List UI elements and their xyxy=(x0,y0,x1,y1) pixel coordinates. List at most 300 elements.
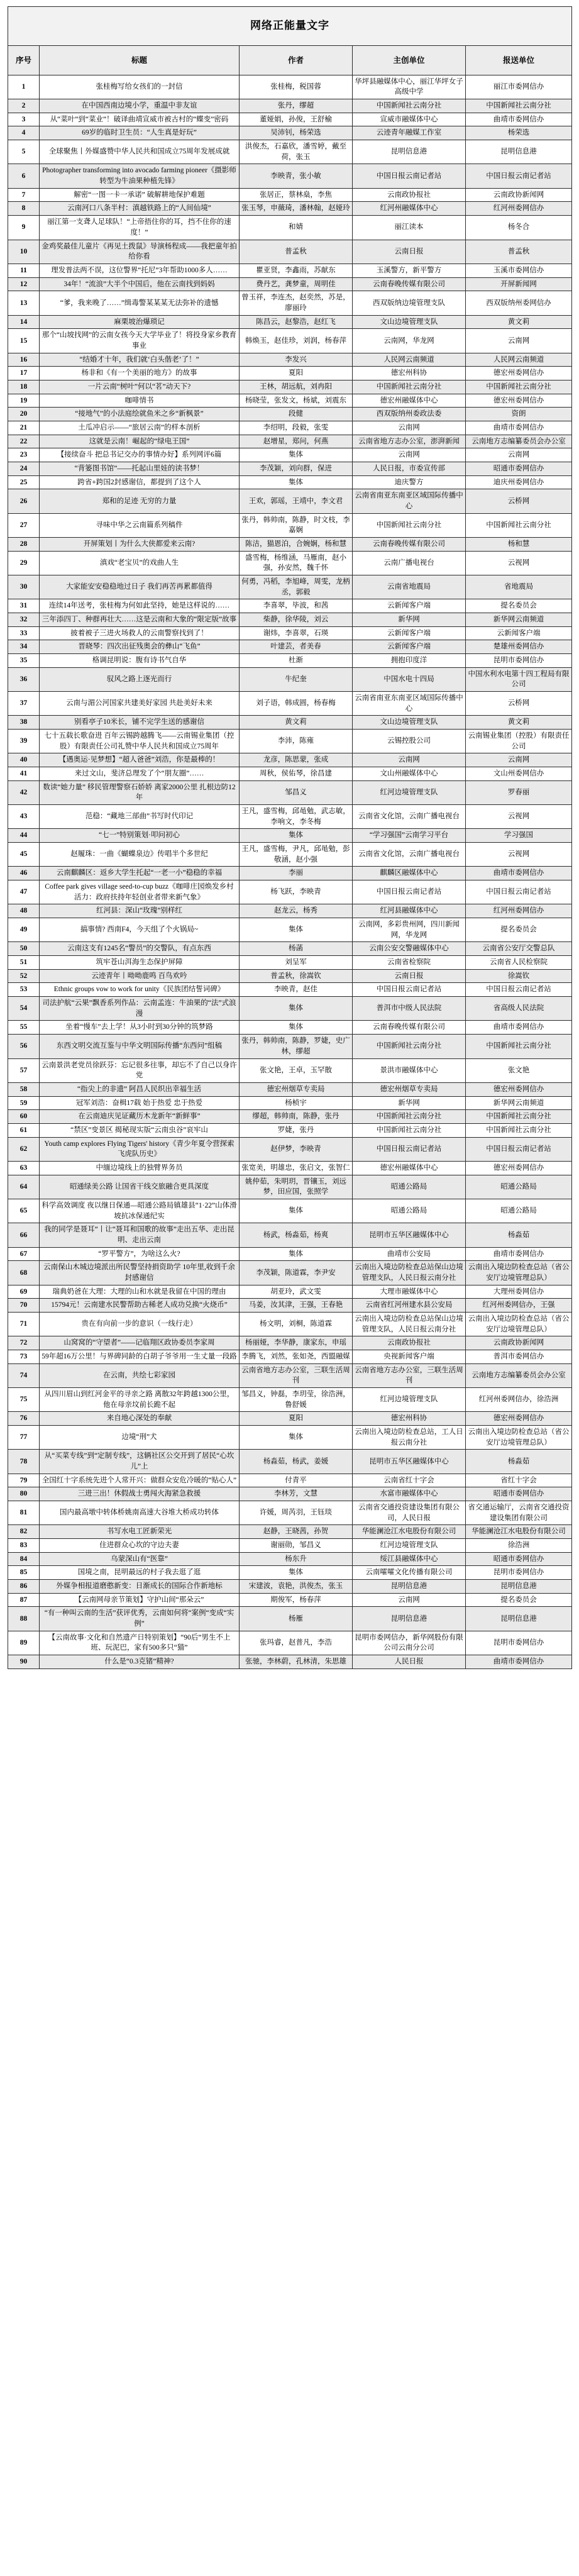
cell-org: 云南网，华龙网 xyxy=(353,329,466,353)
cell-author: 许媛，周芮羽，王钰琰 xyxy=(240,1501,353,1525)
cell-title: 边境“刑”犬 xyxy=(40,1425,240,1449)
cell-org: 德宏州科协 xyxy=(353,367,466,380)
table-row xyxy=(8,113,572,126)
cell-index: 30 xyxy=(8,575,40,599)
cell-author: 李腾飞，刘然，张如尧，西盟融媒 xyxy=(240,1350,353,1363)
table-row xyxy=(8,1175,572,1199)
cell-org: 普洱市中级人民法院 xyxy=(353,997,466,1021)
cell-author: 德宏州烟草专卖局 xyxy=(240,1082,353,1096)
cell-submitter: 杨淼茹 xyxy=(466,1450,572,1474)
cell-title: 云南麒麟区：返乡大学生托起“一老一小”稳稳的幸福 xyxy=(40,867,240,880)
cell-org: 昭通公路局 xyxy=(353,1175,466,1199)
table-row xyxy=(8,513,572,537)
cell-index: 64 xyxy=(8,1175,40,1199)
cell-index: 32 xyxy=(8,613,40,626)
table-row xyxy=(8,1363,572,1387)
cell-index: 65 xyxy=(8,1199,40,1223)
cell-submitter: 中国日报云南记者站 xyxy=(466,1137,572,1161)
table-row xyxy=(8,692,572,716)
cell-title: 69岁的临时卫生员：“人生真是好玩” xyxy=(40,126,240,140)
cell-index: 58 xyxy=(8,1082,40,1096)
cell-index: 49 xyxy=(8,918,40,942)
cell-index: 56 xyxy=(8,1035,40,1058)
cell-org: “学习强国”云南学习平台 xyxy=(353,829,466,843)
cell-org: 人民日报，市委宣传部 xyxy=(353,462,466,475)
cell-index: 78 xyxy=(8,1450,40,1474)
cell-title: 云南这支有1245名“警员”的交警队，有点东西 xyxy=(40,942,240,956)
cell-org: 中国日报云南记者站 xyxy=(353,983,466,997)
cell-org: 云南网，多彩贵州网，四川新闻网，华龙网 xyxy=(353,918,466,942)
cell-index: 42 xyxy=(8,780,40,804)
cell-title: 寻味中华之云南篇系列稿件 xyxy=(40,513,240,537)
cell-org: 宣威市融媒体中心 xyxy=(353,113,466,126)
table-row xyxy=(8,1285,572,1299)
table-title-row xyxy=(8,7,572,46)
cell-title: “接地气”的小法庭绘就鱼米之乡“新枫景” xyxy=(40,408,240,421)
cell-author: 张丹，韩帅南，陈静，罗婕，史广林，缪超 xyxy=(240,1035,353,1058)
cell-title: 数读“她力量” 移民管理警察石娇娇 离家2000公里 扎根边防12年 xyxy=(40,780,240,804)
cell-title: 冠军刘浩：奋楫17载 始于热爱 忠于热爱 xyxy=(40,1096,240,1110)
cell-index: 1 xyxy=(8,75,40,99)
cell-author: 付青平 xyxy=(240,1474,353,1487)
table-row xyxy=(8,1450,572,1474)
col-header-index: 序号 xyxy=(8,45,40,75)
table-body xyxy=(8,75,572,1668)
table-row xyxy=(8,1593,572,1607)
cell-index: 57 xyxy=(8,1058,40,1082)
table-row xyxy=(8,1487,572,1501)
cell-title: 跨省+跨国2封感谢信，都提到了这个人 xyxy=(40,475,240,489)
cell-org: 云南春晚传媒有限公司 xyxy=(353,1021,466,1035)
cell-author: 赵静，王晓茜，孙贺 xyxy=(240,1525,353,1539)
cell-submitter: 云南省公安厅交警总队 xyxy=(466,942,572,956)
table-row xyxy=(8,315,572,329)
cell-author: 刘呈军 xyxy=(240,956,353,970)
cell-index: 88 xyxy=(8,1607,40,1631)
cell-org: 中国新闻社云南分社 xyxy=(353,1110,466,1124)
cell-title: 咖啡情书 xyxy=(40,394,240,408)
cell-org: 新华网 xyxy=(353,1096,466,1110)
cell-title: “禁区”变景区 揭秘现实版“云南虫谷”哀牢山 xyxy=(40,1123,240,1137)
cell-author: 集体 xyxy=(240,1247,353,1261)
cell-submitter: 云视网 xyxy=(466,805,572,829)
table-row xyxy=(8,367,572,380)
cell-org: 云南网 xyxy=(353,753,466,767)
table-row xyxy=(8,1566,572,1580)
cell-org: 云新闻客户端 xyxy=(353,599,466,613)
cell-author: 洪俊杰，石嘉欣，潘雪婷，戴至荷，张玉 xyxy=(240,140,353,164)
cell-submitter: 华能澜沧江水电股份有限公司 xyxy=(466,1525,572,1539)
cell-index: 61 xyxy=(8,1123,40,1137)
cell-org: 红河边境管理支队 xyxy=(353,780,466,804)
cell-submitter: 中国新闻社云南分社 xyxy=(466,1110,572,1124)
table-row xyxy=(8,216,572,240)
table-row xyxy=(8,1261,572,1285)
cell-title: 来自地心深处的奉献 xyxy=(40,1412,240,1426)
cell-index: 10 xyxy=(8,240,40,264)
cell-title: 昭通绿美公路 让国省干线交旅融合更具深度 xyxy=(40,1175,240,1199)
table-row xyxy=(8,1387,572,1411)
cell-title: 59年超16万公里！与界碑同龄的白胡子爷爷用一生丈量一段路 xyxy=(40,1350,240,1363)
table-row xyxy=(8,997,572,1021)
cell-submitter: 中国新闻社云南分社 xyxy=(466,99,572,113)
cell-index: 52 xyxy=(8,969,40,983)
cell-submitter: 云南锡业集团（控股）有限责任公司 xyxy=(466,730,572,753)
table-row xyxy=(8,956,572,970)
cell-submitter: 杨荣选 xyxy=(466,126,572,140)
cell-index: 41 xyxy=(8,767,40,781)
col-header-org: 主创单位 xyxy=(353,45,466,75)
cell-author: 张驰，李林蔚，孔林清，朱思雄 xyxy=(240,1655,353,1669)
cell-title: 【遇奥运·见梦想】“超人爸爸”刘浩，你是最棒的！ xyxy=(40,753,240,767)
cell-title: “爹，我来晚了……”缉毒警某某某无法弥补的遗憾 xyxy=(40,291,240,315)
cell-author: 李映青，赵佳 xyxy=(240,983,353,997)
cell-author: 李映青，张小敏 xyxy=(240,164,353,188)
cell-index: 46 xyxy=(8,867,40,880)
cell-author: 柴静，徐华陵，刘云 xyxy=(240,613,353,626)
cell-submitter: 西双版纳州委网信办 xyxy=(466,291,572,315)
table-row xyxy=(8,1058,572,1082)
cell-title: 格调昆明说：腹有诗书气自华 xyxy=(40,654,240,668)
cell-org: 云南省地震局 xyxy=(353,575,466,599)
cell-index: 86 xyxy=(8,1580,40,1594)
cell-submitter: 黄文莉 xyxy=(466,716,572,730)
table-row xyxy=(8,1137,572,1161)
cell-title: 别看亭子10米长，铺不完学生送的感谢信 xyxy=(40,716,240,730)
cell-index: 12 xyxy=(8,277,40,291)
table-row xyxy=(8,537,572,551)
cell-author: 集体 xyxy=(240,1021,353,1035)
cell-org: 云南出入境边防检查总站，工人日报云南分社 xyxy=(353,1425,466,1449)
cell-title: 解密“一图一卡一承诺” 破解耕地保护难题 xyxy=(40,188,240,202)
cell-author: 赵龙云，杨秀 xyxy=(240,904,353,918)
cell-author: 何勇，冯稻，李旭峰，周雯，龙柄丞，郭毅 xyxy=(240,575,353,599)
cell-submitter: 昆明市委网信办 xyxy=(466,1631,572,1655)
cell-title: 披着被子三进火场救人的云南警察找到了！ xyxy=(40,626,240,640)
cell-author: 普孟秋，徐嵩钦 xyxy=(240,969,353,983)
table-row xyxy=(8,867,572,880)
table-row xyxy=(8,1312,572,1336)
cell-title: 乌蒙深山有“医靠” xyxy=(40,1552,240,1566)
cell-title: 驭风之路上逐光而行 xyxy=(40,667,240,691)
cell-author: 集体 xyxy=(240,918,353,942)
cell-index: 77 xyxy=(8,1425,40,1449)
cell-org: 云新闻客户端 xyxy=(353,640,466,654)
cell-index: 50 xyxy=(8,942,40,956)
cell-submitter: 大理州委网信办 xyxy=(466,1285,572,1299)
cell-org: 丽江读本 xyxy=(353,216,466,240)
cell-submitter: 云南政协新闻网 xyxy=(466,1336,572,1350)
table-row xyxy=(8,551,572,575)
cell-index: 70 xyxy=(8,1299,40,1313)
cell-org: 云南省南亚东南亚区域国际传播中心 xyxy=(353,489,466,513)
cell-org: 中国新闻社云南分社 xyxy=(353,99,466,113)
cell-index: 27 xyxy=(8,513,40,537)
cell-org: 云南公安交警融媒体中心 xyxy=(353,942,466,956)
cell-org: 昭通公路局 xyxy=(353,1199,466,1223)
cell-submitter: 文山州委网信办 xyxy=(466,767,572,781)
table-row xyxy=(8,264,572,277)
cell-org: 云南政协报社 xyxy=(353,1336,466,1350)
cell-org: 云迹青年融媒工作室 xyxy=(353,126,466,140)
cell-index: 53 xyxy=(8,983,40,997)
cell-author: 杨文明，刘桐，陈道霖 xyxy=(240,1312,353,1336)
cell-index: 19 xyxy=(8,394,40,408)
table-row xyxy=(8,164,572,188)
cell-submitter: 曲靖市委网信办 xyxy=(466,1655,572,1669)
cell-title: “罗平警方”，为啥这么火? xyxy=(40,1247,240,1261)
cell-author: 姚仲茹，朱明玥，晋镶玉，刘远梦，田应国，张照学 xyxy=(240,1175,353,1199)
cell-submitter: 云南出入境边防检查总站（省公安厅边境管理总队） xyxy=(466,1261,572,1285)
cell-org: 昆明信息港 xyxy=(353,1607,466,1631)
cell-submitter: 云新闻客户端 xyxy=(466,626,572,640)
cell-title: 外媒争相报道磨憨新变：日渐成长的国际合作新地标 xyxy=(40,1580,240,1594)
table-row xyxy=(8,918,572,942)
cell-index: 63 xyxy=(8,1161,40,1175)
cell-index: 23 xyxy=(8,448,40,462)
cell-submitter: 新华网云南频道 xyxy=(466,1096,572,1110)
cell-org: 云南省南亚东南亚区域国际传播中心 xyxy=(353,692,466,716)
cell-submitter: 提名委员会 xyxy=(466,1593,572,1607)
cell-title: 从四川眉山到红河金平的寻亲之路 离散32年跨越1300公里，他在母亲坟前长跪不起 xyxy=(40,1387,240,1411)
cell-title: 搞事情? 西南F4，今天组了个火锅局~ xyxy=(40,918,240,942)
cell-org: 景洪市融媒体中心 xyxy=(353,1058,466,1082)
cell-index: 18 xyxy=(8,380,40,394)
cell-org: 云新闻客户端 xyxy=(353,626,466,640)
cell-index: 82 xyxy=(8,1525,40,1539)
cell-org: 云南省红十字会 xyxy=(353,1474,466,1487)
cell-index: 11 xyxy=(8,264,40,277)
cell-index: 51 xyxy=(8,956,40,970)
cell-author: 集体 xyxy=(240,997,353,1021)
cell-index: 84 xyxy=(8,1552,40,1566)
cell-submitter: 中国新闻社云南分社 xyxy=(466,380,572,394)
col-header-submitter: 报送单位 xyxy=(466,45,572,75)
cell-index: 59 xyxy=(8,1096,40,1110)
cell-author: 杨丽娅，李华静，康家东，申瑶 xyxy=(240,1336,353,1350)
cell-author: 夏阳 xyxy=(240,1412,353,1426)
cell-index: 38 xyxy=(8,716,40,730)
cell-org: 中国新闻社云南分社 xyxy=(353,1035,466,1058)
cell-title: 【接续奋斗 把总书记交办的事情办好】系列网评6篇 xyxy=(40,448,240,462)
cell-submitter: 昆明信息港 xyxy=(466,1580,572,1594)
table-row xyxy=(8,805,572,829)
cell-author: 赵增星，郑问，何燕 xyxy=(240,435,353,448)
cell-org: 德宏州科协 xyxy=(353,1412,466,1426)
cell-index: 90 xyxy=(8,1655,40,1669)
cell-submitter: 中国水利水电第十四工程局有限公司 xyxy=(466,667,572,691)
table-row xyxy=(8,140,572,164)
table-row xyxy=(8,240,572,264)
cell-index: 43 xyxy=(8,805,40,829)
cell-title: 云迹青年丨呦呦鹿鸣 百鸟欢吟 xyxy=(40,969,240,983)
cell-index: 24 xyxy=(8,462,40,475)
cell-org: 水富市融媒体中心 xyxy=(353,1487,466,1501)
cell-submitter: 云南网 xyxy=(466,329,572,353)
cell-title: 在云南迪庆见证藏历木龙新年“新鲜事” xyxy=(40,1110,240,1124)
cell-author: 王凡，盛雪梅，尹凡，邱黾勉，彭敬涵，赵小强 xyxy=(240,843,353,867)
cell-author: 杨晓莹，张发文，杨斌，刘震东 xyxy=(240,394,353,408)
document-page xyxy=(8,6,571,1669)
cell-title: 从“买菜专线”到“定制专线”，这辆社区公交开到了居民“心坎儿”上 xyxy=(40,1450,240,1474)
cell-submitter: 省高级人民法院 xyxy=(466,997,572,1021)
cell-author: 李绍明，段毅，张雯 xyxy=(240,421,353,435)
cell-org: 西双版纳边境管理支队 xyxy=(353,291,466,315)
cell-index: 34 xyxy=(8,640,40,654)
cell-org: 昆明市五华区融媒体中心 xyxy=(353,1223,466,1247)
cell-submitter: 楚雄州委网信办 xyxy=(466,640,572,654)
cell-submitter: 云南省人民检察院 xyxy=(466,956,572,970)
cell-submitter: 云视网 xyxy=(466,843,572,867)
col-header-title: 标题 xyxy=(40,45,240,75)
cell-author: 王林，胡远航，刘冉阳 xyxy=(240,380,353,394)
table-row xyxy=(8,202,572,216)
table-row xyxy=(8,1474,572,1487)
table-row xyxy=(8,1123,572,1137)
cell-title: 云南河口八条半村：滇越铁路上的“人间仙境” xyxy=(40,202,240,216)
table-row xyxy=(8,126,572,140)
table-row xyxy=(8,394,572,408)
table-row xyxy=(8,99,572,113)
cell-title: 范稳：“藏地三部曲”书写时代印记 xyxy=(40,805,240,829)
cell-title: 云南与湄公河国家共建美好家园 共赴美好未来 xyxy=(40,692,240,716)
cell-index: 87 xyxy=(8,1593,40,1607)
cell-submitter: 昆明市委网信办 xyxy=(466,1566,572,1580)
positive-energy-table xyxy=(8,6,572,1669)
table-row xyxy=(8,780,572,804)
cell-submitter: 德宏州委网信办 xyxy=(466,1082,572,1096)
table-row xyxy=(8,353,572,367)
cell-title: 从“菜叶”到“菜业”！破译曲靖宣威市被古村的“蝶变”密码 xyxy=(40,113,240,126)
cell-org: 云南日报 xyxy=(353,240,466,264)
cell-submitter: 昭通市委网信办 xyxy=(466,462,572,475)
cell-org: 德宏州烟草专卖局 xyxy=(353,1082,466,1096)
table-row xyxy=(8,421,572,435)
cell-title: 麻栗坡治爆琐记 xyxy=(40,315,240,329)
cell-title: 贵在有向前一步的意识（一线行走） xyxy=(40,1312,240,1336)
table-row xyxy=(8,640,572,654)
cell-title: Coffee park gives village seed-to-cup buzz《咖啡庄园焕发乡村活力：政府扶持年轻创业者带来新气象》 xyxy=(40,880,240,904)
cell-author: 张居正，蔡林燊，李焦 xyxy=(240,188,353,202)
cell-org: 云南省交通投资建设集团有限公司，人民日报 xyxy=(353,1501,466,1525)
cell-author: 李茂颖，陈道霖，李尹安 xyxy=(240,1261,353,1285)
cell-author: 邹昌义 xyxy=(240,780,353,804)
cell-org: 云南省文化馆，云南广播电视台 xyxy=(353,843,466,867)
cell-author: 杨雁 xyxy=(240,1607,353,1631)
cell-submitter: 普孟秋 xyxy=(466,240,572,264)
cell-title: 34年！“流浪”大半个中国后，他在云南找到妈妈 xyxy=(40,277,240,291)
table-row xyxy=(8,575,572,599)
cell-org: 央视新闻客户端 xyxy=(353,1350,466,1363)
cell-author: 黄文莉 xyxy=(240,716,353,730)
cell-title: 中缅边境线上的独臂界务员 xyxy=(40,1161,240,1175)
cell-submitter: 开屏新闻网 xyxy=(466,277,572,291)
cell-title: 开屏策划丨为什么大侠都爱来云南? xyxy=(40,537,240,551)
cell-author: 李丽 xyxy=(240,867,353,880)
cell-author: 王凡，盛雪梅，邱黾勉，武志敏，李响文，李冬梅 xyxy=(240,805,353,829)
cell-index: 74 xyxy=(8,1363,40,1387)
table-row xyxy=(8,1223,572,1247)
cell-org: 云南网 xyxy=(353,1593,466,1607)
cell-submitter: 云南地方志编纂委员会办公室 xyxy=(466,1363,572,1387)
cell-org: 文山州融媒体中心 xyxy=(353,767,466,781)
cell-submitter: 中国日报云南记者站 xyxy=(466,983,572,997)
cell-submitter: 云南地方志编纂委员会办公室 xyxy=(466,435,572,448)
table-row xyxy=(8,462,572,475)
cell-title: 杨非和《有一个美丽的地方》的故事 xyxy=(40,367,240,380)
cell-author: 马姜，汝其津，王强，王春艳 xyxy=(240,1299,353,1313)
cell-submitter: 云南政协新闻网 xyxy=(466,188,572,202)
cell-index: 13 xyxy=(8,291,40,315)
cell-author: 胡亚玲，武文雯 xyxy=(240,1285,353,1299)
cell-title: 全球聚焦丨外媒盛赞中华人民共和国成立75周年发展成就 xyxy=(40,140,240,164)
cell-title: 什么是“0.3克锗”精神? xyxy=(40,1655,240,1669)
cell-index: 76 xyxy=(8,1412,40,1426)
cell-org: 新华网 xyxy=(353,613,466,626)
cell-index: 3 xyxy=(8,113,40,126)
cell-submitter: 中国新闻社云南分社 xyxy=(466,1123,572,1137)
cell-index: 81 xyxy=(8,1501,40,1525)
cell-index: 66 xyxy=(8,1223,40,1247)
cell-submitter: 徐嵩钦 xyxy=(466,969,572,983)
cell-submitter: 曲靖市委网信办 xyxy=(466,421,572,435)
table-row xyxy=(8,1336,572,1350)
cell-author: 李喜翠，毕波，和茜 xyxy=(240,599,353,613)
cell-author: 曾玉祥，李连杰，赵奕然，苏是，廖丽玲 xyxy=(240,291,353,315)
cell-index: 7 xyxy=(8,188,40,202)
cell-submitter: 提名委员会 xyxy=(466,918,572,942)
cell-title: 东西文明交流互鉴与中华文明国际传播“东西问”组稿 xyxy=(40,1035,240,1058)
table-row xyxy=(8,1525,572,1539)
cell-org: 云南春晚传媒有限公司 xyxy=(353,537,466,551)
cell-index: 55 xyxy=(8,1021,40,1035)
cell-submitter: 昭通公路局 xyxy=(466,1199,572,1223)
cell-submitter: 德宏州委网信办 xyxy=(466,367,572,380)
table-row xyxy=(8,716,572,730)
cell-submitter: 云南出入境边防检查总站（省公安厅边境管理总队） xyxy=(466,1425,572,1449)
cell-index: 35 xyxy=(8,654,40,668)
cell-index: 21 xyxy=(8,421,40,435)
table-row xyxy=(8,942,572,956)
table-row xyxy=(8,613,572,626)
cell-index: 15 xyxy=(8,329,40,353)
cell-author: 张玉琴，申薇琦，潘林翰，赵娅玲 xyxy=(240,202,353,216)
cell-org: 华坪县融媒体中心，丽江华坪女子高级中学 xyxy=(353,75,466,99)
cell-author: 陈洁，猫恩泊，合婉娴，杨和慧 xyxy=(240,537,353,551)
cell-org: 云南网 xyxy=(353,448,466,462)
table-row xyxy=(8,277,572,291)
table-row xyxy=(8,435,572,448)
cell-index: 40 xyxy=(8,753,40,767)
cell-index: 9 xyxy=(8,216,40,240)
table-row xyxy=(8,626,572,640)
cell-index: 31 xyxy=(8,599,40,613)
cell-author: 刘子语，韩成圆，杨春梅 xyxy=(240,692,353,716)
cell-title: 国内最高墩中转体桥姚南高速大谷堆大桥成功转体 xyxy=(40,1501,240,1525)
cell-title: 在云南，共绘七彩家园 xyxy=(40,1363,240,1387)
table-row xyxy=(8,1607,572,1631)
cell-author: 叶建芸，者美春 xyxy=(240,640,353,654)
cell-submitter: 曲靖市委网信办 xyxy=(466,867,572,880)
cell-submitter: 云南出入境边防检查总站（省公安厅边境管理总队） xyxy=(466,1312,572,1336)
cell-org: 中国日报云南记者站 xyxy=(353,1137,466,1161)
cell-index: 4 xyxy=(8,126,40,140)
cell-org: 华能澜沧江水电股份有限公司 xyxy=(353,1525,466,1539)
cell-title: 筑牢苍山洱海生态保护屏障 xyxy=(40,956,240,970)
cell-index: 14 xyxy=(8,315,40,329)
cell-author: 周秋，侯佑琴，徐昌建 xyxy=(240,767,353,781)
table-row xyxy=(8,380,572,394)
